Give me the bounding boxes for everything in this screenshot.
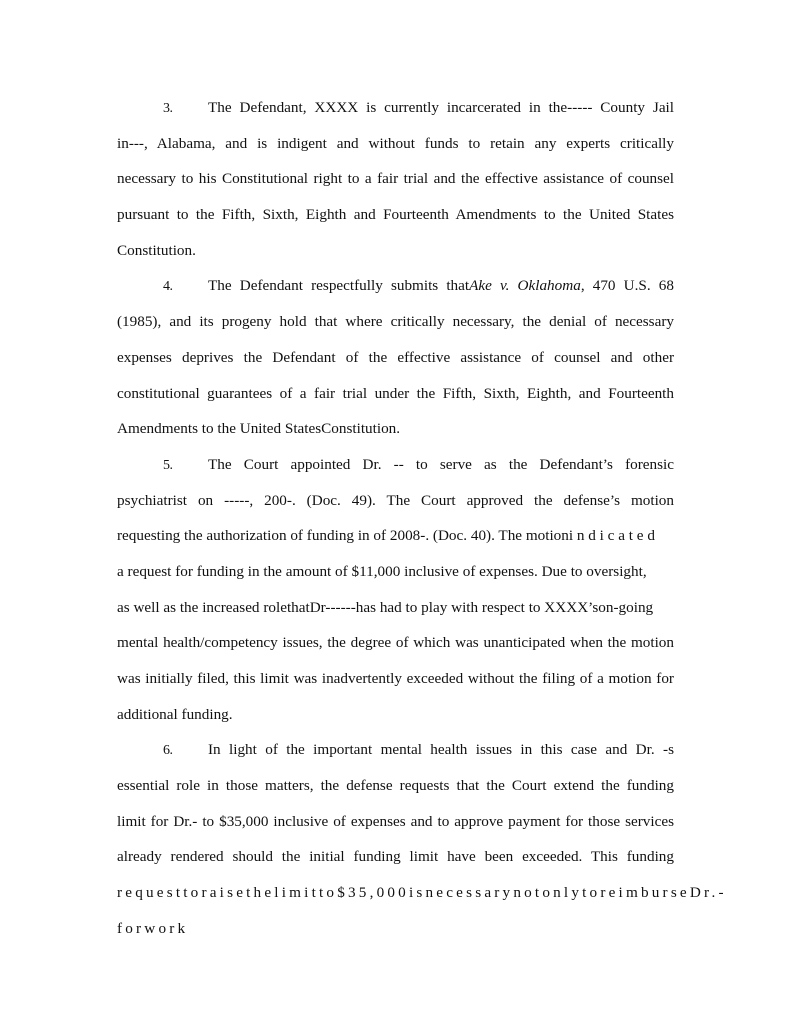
paragraph-3-line-3: necessary to his Constitutional right to a fair trial and the effective assistance of counsel bbox=[117, 170, 674, 188]
paragraph-text: The Court appointed Dr. -- to serve as the Defendant’s forensic bbox=[208, 455, 674, 473]
paragraph-4-line-2: (1985), and its progeny hold that where critically necessary, the denial of necessary bbox=[117, 313, 674, 331]
paragraph-3 bbox=[117, 90, 674, 268]
document-page bbox=[117, 90, 727, 947]
paragraph-text: The Defendant respectfully submits that bbox=[208, 277, 470, 295]
paragraph-6-line-5: requesttoraisethelimitto$35,000isnecessarynotonlytoreimburseDr.- bbox=[117, 884, 727, 902]
paragraph-5-line-5: as well as the increased rolethatDr------has had to play with respect to XXXX’son-going bbox=[117, 598, 654, 616]
paragraph-5-line-7: was initially filed, this limit was inadvertently exceeded without the filing of a motion for bbox=[117, 670, 674, 687]
paragraph-5 bbox=[117, 447, 674, 733]
paragraph-4-line-1 bbox=[117, 268, 674, 304]
paragraph-number: 6. bbox=[163, 743, 173, 759]
paragraph-6-line-2: essential role in those matters, the defense requests that the Court extend the funding bbox=[117, 777, 674, 795]
paragraph-3-line-4: pursuant to the Fifth, Sixth, Eighth and Fourteenth Amendments to the United States bbox=[117, 206, 674, 224]
paragraph-3-line-1 bbox=[117, 90, 674, 126]
paragraph-3-line-2: in---, Alabama, and is indigent and without funds to retain any experts critically bbox=[117, 134, 674, 152]
paragraph-4 bbox=[117, 268, 674, 446]
paragraph-4-line-3: expenses deprives the Defendant of the effective assistance of counsel and other bbox=[117, 348, 674, 366]
paragraph-4-line-4: constitutional guarantees of a fair trial under the Fifth, Sixth, Eighth, and Fourteenth bbox=[117, 384, 674, 402]
paragraph-number: 5. bbox=[163, 457, 173, 473]
paragraph-5-line-1 bbox=[117, 447, 674, 483]
paragraph-text: The Defendant, XXXX is currently incarcerated in the----- County Jail bbox=[208, 99, 674, 116]
paragraph-5-line-3: requesting the authorization of funding in of 2008-. (Doc. 40). The motioni n d i c a t e d bbox=[117, 527, 655, 545]
paragraph-5-line-6: mental health/competency issues, the degree of which was unanticipated when the motion bbox=[117, 634, 674, 652]
paragraph-4-line-5: Amendments to the United StatesConstitution. bbox=[117, 420, 401, 438]
paragraph-6-line-3: limit for Dr.- to $35,000 inclusive of expenses and to approve payment for those services bbox=[117, 812, 674, 830]
paragraph-5-line-2: psychiatrist on -----, 200-. (Doc. 49). The Court approved the defense’s motion bbox=[117, 491, 674, 509]
case-citation: Ake v. Oklahoma bbox=[469, 277, 581, 295]
paragraph-text: In light of the important mental health issues in this case and Dr. -s bbox=[208, 741, 674, 759]
paragraph-6-line-6: forwork bbox=[117, 919, 189, 937]
paragraph-6 bbox=[117, 732, 727, 946]
paragraph-6-line-4: already rendered should the initial funding limit have been exceeded. This funding bbox=[117, 848, 674, 866]
paragraph-text: , 470 U.S. 68 bbox=[580, 277, 674, 295]
paragraph-number: 3. bbox=[163, 101, 173, 116]
paragraph-5-line-8: additional funding. bbox=[117, 705, 233, 723]
paragraph-3-line-5: Constitution. bbox=[117, 241, 196, 259]
paragraph-5-line-4: a request for funding in the amount of $11,000 inclusive of expenses. Due to oversight, bbox=[117, 562, 647, 580]
paragraph-number: 4. bbox=[163, 279, 173, 295]
paragraph-6-line-1 bbox=[117, 732, 674, 768]
